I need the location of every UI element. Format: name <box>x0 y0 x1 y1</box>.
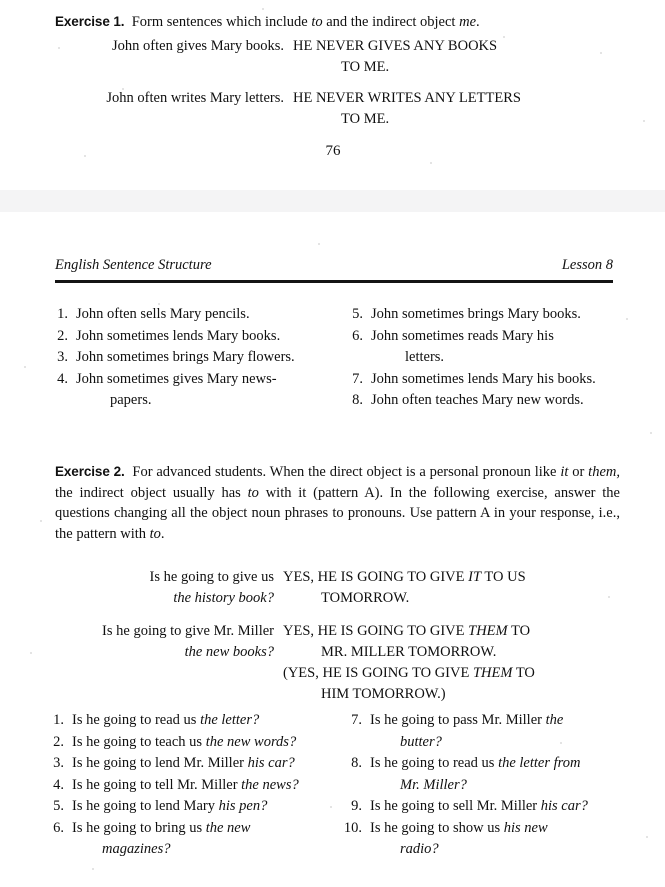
list-item <box>42 796 342 818</box>
scan-speckle <box>430 162 432 164</box>
list-item-emphasis: his pen? <box>218 798 268 814</box>
example-response-line-a: YES, HE IS GOING TO GIVE <box>283 569 469 585</box>
list-item <box>345 369 645 391</box>
list-item-number: 5. <box>53 798 64 814</box>
example-row <box>0 621 665 705</box>
scan-speckle <box>608 596 610 598</box>
list-item-number: 6. <box>53 819 64 836</box>
example-cue <box>0 621 283 663</box>
example-cue-line: Is he going to give Mr. Miller <box>102 623 274 639</box>
list-item-text: Is he going to read us <box>72 712 201 728</box>
list-item-text: Is he going to lend Mr. Miller <box>72 755 248 771</box>
list-item-number: 5. <box>352 306 363 322</box>
list-item-number: 4. <box>53 776 64 793</box>
list-item-text-wrap: butter? <box>400 733 442 750</box>
scan-speckle <box>158 303 160 305</box>
running-head-title: English Sentence Structure <box>55 257 212 273</box>
list-item-emphasis: the new <box>205 819 251 836</box>
example-response-line-wrap: TO ME. <box>341 59 390 75</box>
example-response-alt <box>283 663 658 684</box>
list-item-emphasis: the new words? <box>205 733 297 750</box>
list-item <box>345 390 645 412</box>
scan-speckle <box>626 318 628 320</box>
page-fragment-bottom <box>0 212 665 887</box>
exercise-2-label: Exercise 2. <box>55 464 125 479</box>
example-cue-line-wrap: the new books? <box>184 644 274 660</box>
example-response <box>283 621 658 705</box>
list-item-emphasis: the letter from <box>498 755 581 771</box>
list-item-body <box>72 796 342 818</box>
list-item-text: John sometimes brings Mary flowers. <box>76 349 295 365</box>
exercise-1-instruction-text-c: . <box>476 14 480 30</box>
example-response-line-wrap: TO ME. <box>341 111 390 127</box>
scan-speckle <box>646 836 648 838</box>
example-response-emphasis: THEM <box>468 623 508 639</box>
list-item-text: John sometimes gives Mary news- <box>76 370 277 387</box>
example-cue-line: Is he going to give us <box>149 569 274 585</box>
exercise-1-instruction <box>55 12 635 32</box>
list-item-body <box>72 818 342 861</box>
page-number <box>0 143 665 160</box>
scan-speckle <box>503 36 505 38</box>
exercise-2-example-block <box>0 567 665 717</box>
list-item-text: John often teaches Mary new words. <box>371 392 584 408</box>
list-item-body <box>72 732 342 754</box>
list-item <box>340 753 650 796</box>
list-item-text: John sometimes reads Mary his <box>371 327 554 344</box>
scan-speckle <box>92 868 94 870</box>
list-item-body <box>370 710 650 753</box>
list-item-text-wrap: radio? <box>400 841 439 857</box>
list-item-text: John sometimes brings Mary books. <box>371 306 581 322</box>
list-item <box>42 710 342 732</box>
list-item-number: 7. <box>351 712 362 728</box>
example-response <box>293 36 653 78</box>
scan-speckle <box>24 366 26 368</box>
list-item-text: Is he going to show us <box>370 819 504 836</box>
list-item-text-wrap: letters. <box>405 349 445 365</box>
example-response-line-b: TO US <box>481 569 526 585</box>
list-item <box>50 304 340 326</box>
exercise-2-keyword-them: them, <box>588 464 620 480</box>
exercise-2-text-d: with it (pattern A). In the following exercise, answer the questions changing all the object noun phrases to pronouns. Use pattern A in your response, i.e., the pattern with <box>55 484 620 542</box>
list-item-number: 2. <box>57 327 68 344</box>
exercise-2-keyword-to-2: to <box>149 525 161 542</box>
scan-speckle <box>40 520 42 522</box>
list-item <box>345 304 645 326</box>
exercise-2-text-b: or <box>568 464 589 480</box>
example-cue-line-wrap: the history book? <box>173 590 274 606</box>
list-item-emphasis: his car? <box>540 798 588 814</box>
example-row <box>0 88 665 130</box>
page-number-value: 76 <box>325 143 341 159</box>
example-response-line-b: TO <box>507 623 531 639</box>
list-item-body <box>370 796 650 818</box>
exercise-2-items-left-column <box>42 710 342 861</box>
list-item-text-wrap: papers. <box>110 392 152 408</box>
running-head <box>55 257 613 274</box>
scan-speckle <box>560 742 562 744</box>
scan-speckle <box>122 88 124 90</box>
example-response-line-a: YES, HE IS GOING TO GIVE <box>283 623 469 639</box>
list-item-number: 1. <box>53 712 64 728</box>
list-item-text: Is he going to lend Mary <box>72 798 219 814</box>
list-item-number: 8. <box>352 392 363 408</box>
exercise-1-keyword-to: to <box>311 14 323 30</box>
list-item-number: 7. <box>352 370 363 387</box>
exercise-1-items-right-column <box>345 304 645 412</box>
scan-speckle <box>58 47 60 49</box>
scan-speckle <box>650 432 652 434</box>
list-item-emphasis: his new <box>503 819 548 836</box>
list-item-number: 3. <box>53 755 64 771</box>
example-response-line-wrap: TOMORROW. <box>321 590 410 606</box>
list-item <box>50 369 340 412</box>
list-item-number: 2. <box>53 733 64 750</box>
list-item-number: 10. <box>343 819 362 836</box>
example-row <box>0 567 665 609</box>
list-item-text-wrap: Mr. Miller? <box>400 776 467 793</box>
scan-speckle <box>330 806 332 808</box>
exercise-2-text-e: . <box>160 525 165 542</box>
list-item-body <box>371 326 645 369</box>
list-item <box>50 326 340 348</box>
list-item-emphasis: the letter? <box>200 712 260 728</box>
example-response-line: HE NEVER GIVES ANY BOOKS <box>293 38 498 54</box>
example-response-alt-b: TO <box>512 665 535 681</box>
exercise-1-example-block <box>0 36 665 140</box>
exercise-2-text-c: the indirect object usually has <box>55 484 248 501</box>
list-item <box>42 818 342 861</box>
example-response-emphasis: IT <box>468 569 482 585</box>
running-head-lesson: Lesson 8 <box>561 257 613 273</box>
example-cue: John often writes Mary letters. <box>106 90 284 106</box>
example-response-alt-a: (YES, HE IS GOING TO GIVE <box>283 665 473 681</box>
header-rule <box>55 280 613 283</box>
exercise-2-keyword-to-1: to <box>247 484 259 501</box>
example-row <box>0 36 665 78</box>
exercise-1-label: Exercise 1. <box>55 14 125 29</box>
list-item-number: 3. <box>57 349 68 365</box>
list-item-body <box>72 753 342 775</box>
list-item-text: Is he going to sell Mr. Miller <box>370 798 541 814</box>
list-item-text: John sometimes lends Mary books. <box>76 327 281 344</box>
list-item-text: Is he going to bring us <box>72 819 206 836</box>
list-item-emphasis: his car? <box>247 755 295 771</box>
list-item-text: Is he going to read us <box>370 755 499 771</box>
example-cue: John often gives Mary books. <box>112 38 284 54</box>
list-item-emphasis: the news? <box>241 776 299 793</box>
list-item-text: Is he going to teach us <box>72 733 206 750</box>
list-item <box>340 710 650 753</box>
example-response-line-wrap: MR. MILLER TOMORROW. <box>321 644 497 660</box>
list-item-number: 6. <box>352 327 363 344</box>
list-item-number: 1. <box>57 306 68 322</box>
exercise-1-instruction-text-b: and the indirect object <box>322 14 460 30</box>
list-item-number: 8. <box>351 755 362 771</box>
list-item <box>340 796 650 818</box>
example-response-line: HE NEVER WRITES ANY LETTERS <box>293 90 521 106</box>
exercise-1-instruction-text-a: Form sentences which include <box>131 14 312 30</box>
list-item-body <box>76 369 340 412</box>
list-item <box>42 775 342 797</box>
list-item-body <box>370 753 650 796</box>
scan-speckle <box>262 8 264 10</box>
list-item-body <box>72 710 342 732</box>
example-response <box>293 88 653 130</box>
list-item <box>50 347 340 369</box>
list-item-body <box>72 775 342 797</box>
list-item-text: John often sells Mary pencils. <box>76 306 250 322</box>
scan-speckle <box>30 652 32 654</box>
exercise-2-items-right-column <box>340 710 650 861</box>
scan-speckle <box>600 52 602 54</box>
example-cue <box>0 567 283 609</box>
list-item-text-wrap: magazines? <box>102 841 171 857</box>
page-separator-band <box>0 190 665 212</box>
list-item-body <box>370 818 650 861</box>
list-item <box>42 753 342 775</box>
exercise-2-instruction <box>55 462 620 544</box>
exercise-2-text-a: For advanced students. When the direct object is a personal pronoun like <box>132 464 561 480</box>
page-fragment-top <box>0 0 665 190</box>
list-item-text: John sometimes lends Mary his books. <box>371 370 596 387</box>
exercise-1-keyword-me: me <box>459 14 477 30</box>
exercise-1-items-left-column <box>50 304 340 412</box>
example-response <box>283 567 658 609</box>
scan-speckle <box>643 120 645 122</box>
list-item-emphasis: the <box>545 712 564 728</box>
list-item <box>345 326 645 369</box>
list-item-text: Is he going to tell Mr. Miller <box>72 776 242 793</box>
scan-speckle <box>84 155 86 157</box>
example-response-alt-wrap: HIM TOMORROW.) <box>321 686 446 702</box>
list-item-number: 9. <box>351 798 362 814</box>
list-item <box>340 818 650 861</box>
exercise-2-keyword-it: it <box>560 464 569 480</box>
list-item-text: Is he going to pass Mr. Miller <box>370 712 546 728</box>
scan-speckle <box>318 243 320 245</box>
list-item <box>42 732 342 754</box>
example-response-alt-emphasis: THEM <box>472 665 513 681</box>
list-item-number: 4. <box>57 370 68 387</box>
